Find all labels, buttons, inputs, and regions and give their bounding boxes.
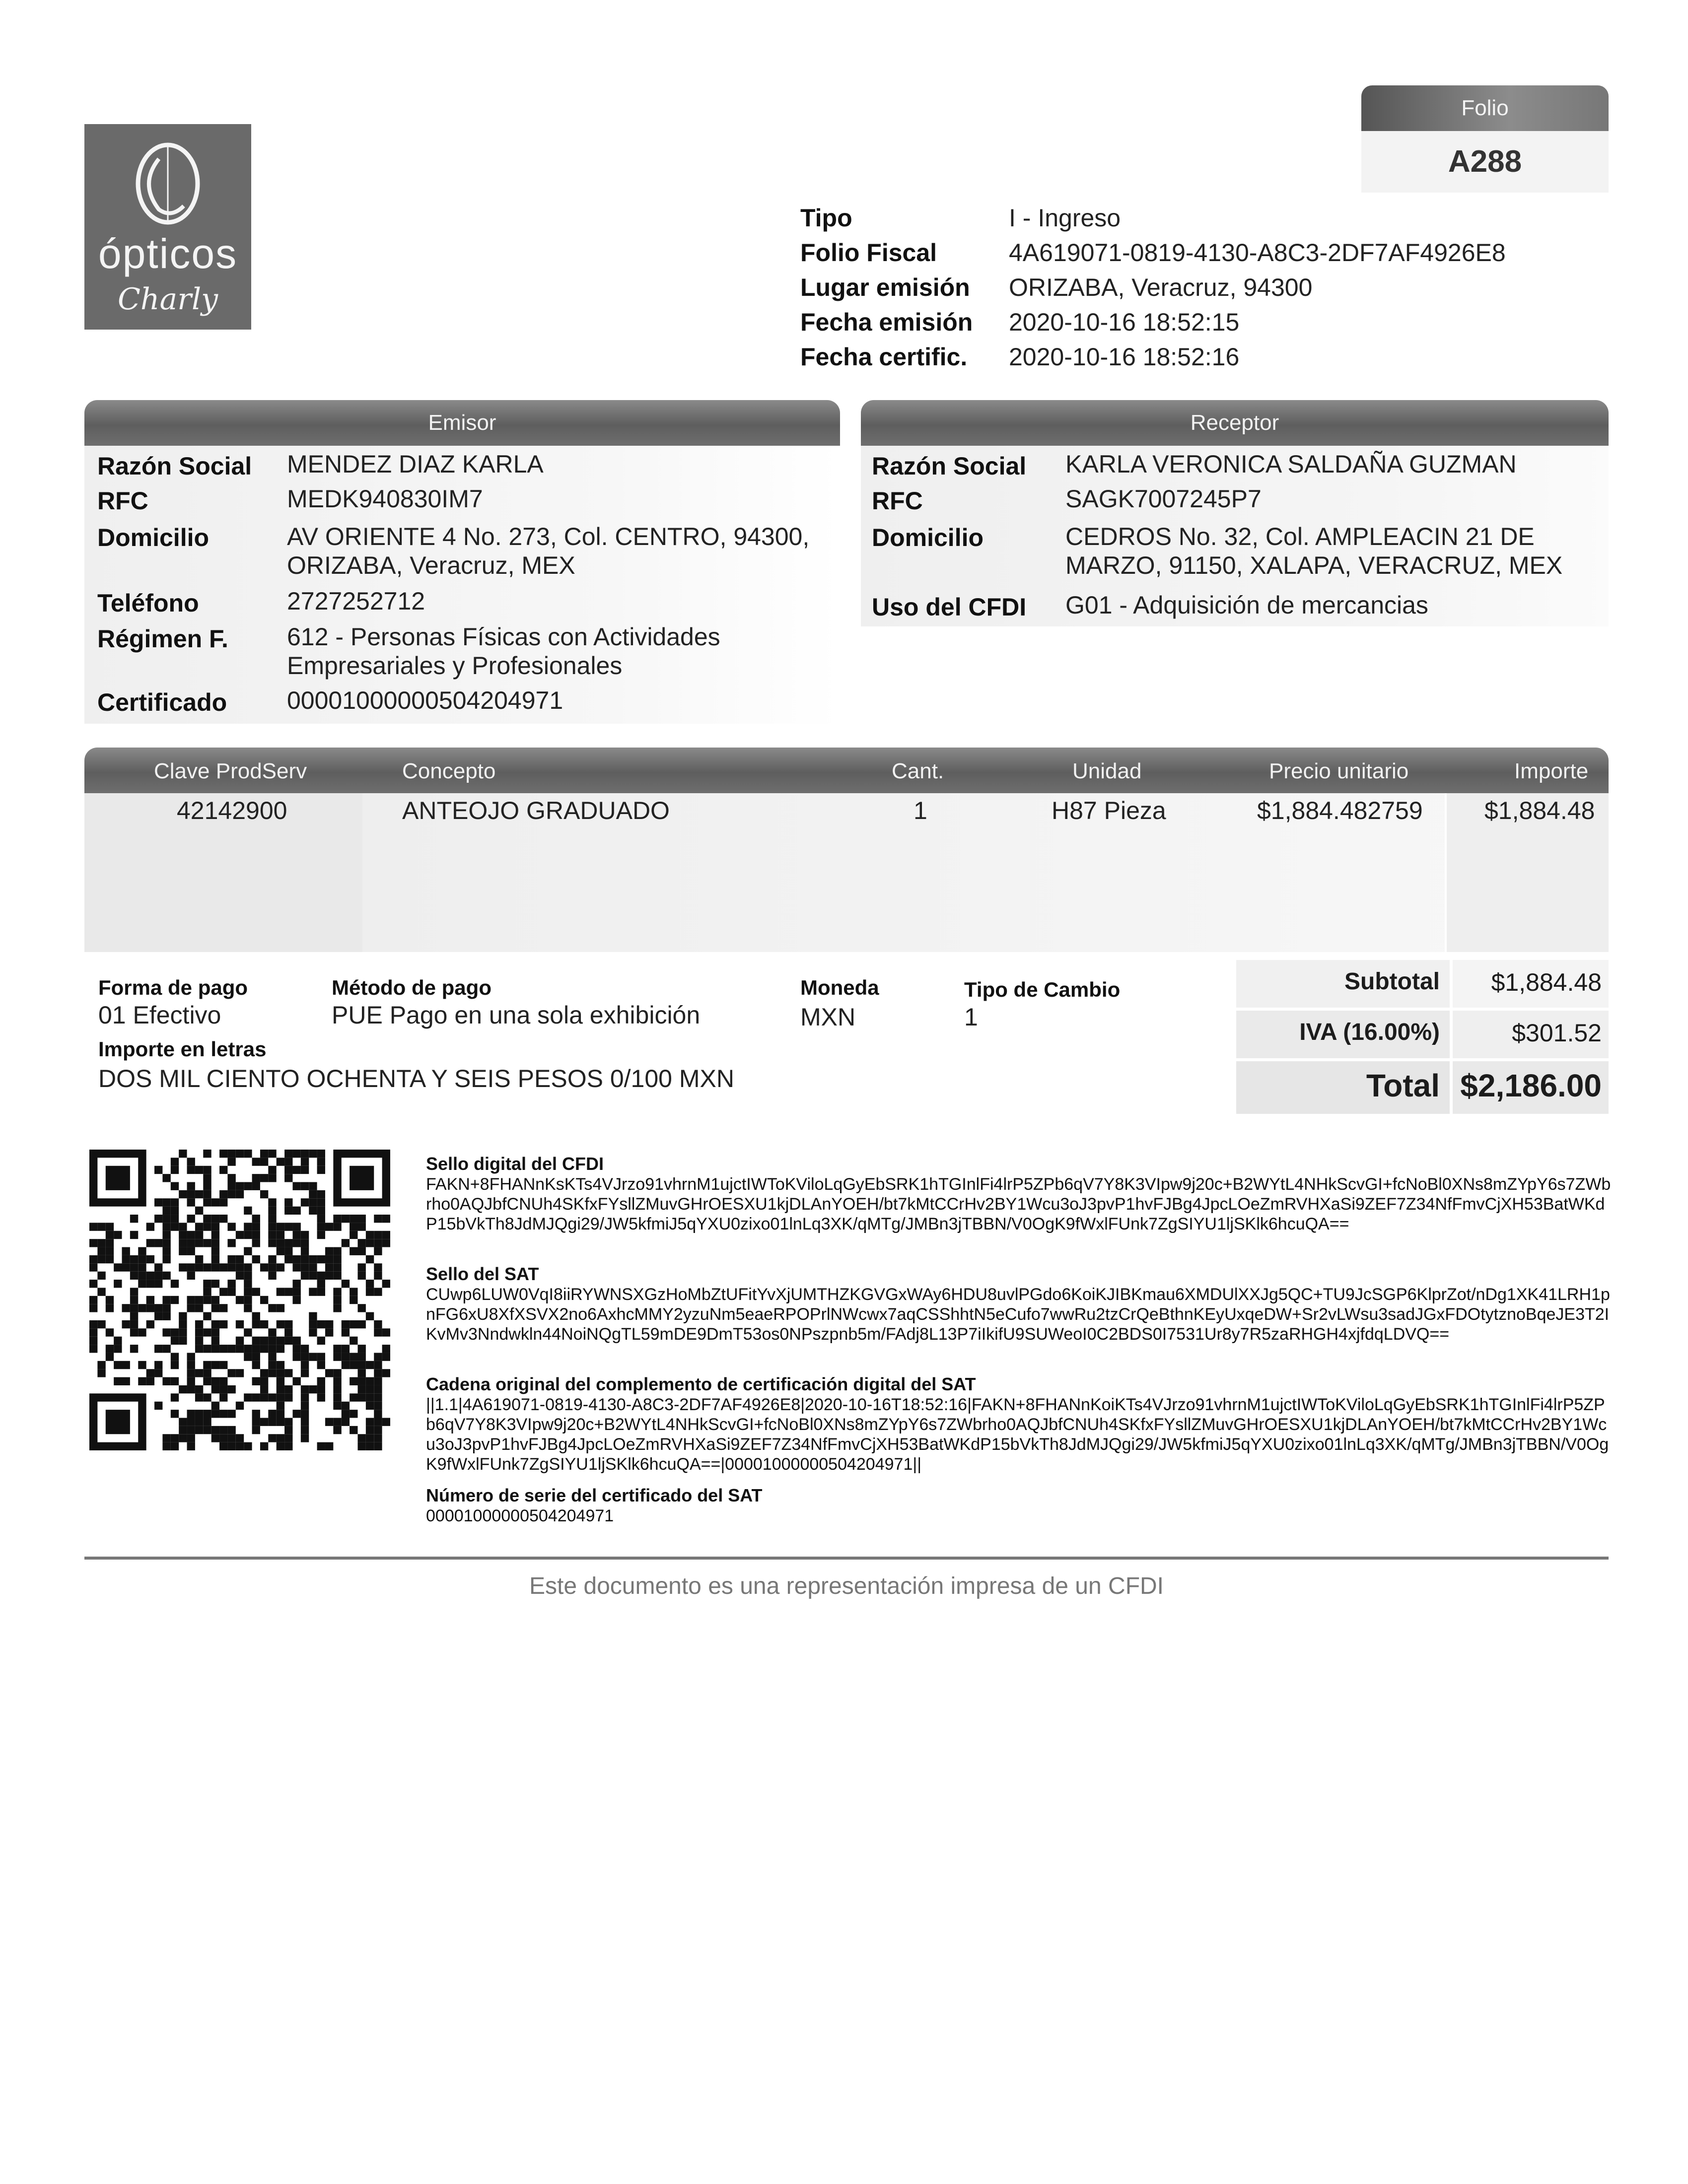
receptor-razon-label: Razón Social xyxy=(872,452,1027,480)
cadena-label: Cadena original del complemento de certificación digital del SAT xyxy=(426,1374,976,1394)
items-table-header xyxy=(84,748,1609,793)
sello-sat-value: CUwp6LUW0VqI8iiRYWNSXGzHoMbZtUFitYvXjUMTHZKGVGxWAy6HDU8uvlPGdo6KoiKJIBKmau6XMDUlXXJg5QC+TU9JcSGP6KlprZot/nDg1XK41LRH1pnFG6xU8XfXSVX2no6AxhcMMY2yzuNm5eaeRPOPrlNWcwx7aqCSShhtN5eCufo7wwRu2tzCrQeBthnKEyUxqeDW+Sr2vLWsu3sadJGxFDOtytznoBqeJE3T2IKvMv3Nndwkln44NoiNQgTL59mDE9DmT53os0NPszpnb5m/FAdj8L13P7iIkifU9SUWeoI0C2BDS0I7531Ur8y7R5zaRHGH4xjfdqLDVQ== xyxy=(426,1285,1610,1344)
lugar-emision-label: Lugar emisión xyxy=(800,273,970,301)
importe-letras-value: DOS MIL CIENTO OCHENTA Y SEIS PESOS 0/100 MXN xyxy=(98,1065,734,1092)
folio-fiscal-label: Folio Fiscal xyxy=(800,239,937,267)
emisor-razon-label: Razón Social xyxy=(97,452,252,480)
emisor-razon-value: MENDEZ DIAZ KARLA xyxy=(287,450,544,478)
forma-pago-label: Forma de pago xyxy=(98,976,248,999)
emisor-regimen-value: 612 - Personas Físicas con Actividades Empresariales y Profesionales xyxy=(287,623,720,680)
fecha-emision-label: Fecha emisión xyxy=(800,308,973,336)
folio-value: A288 xyxy=(1361,131,1609,193)
sello-cfdi-value: FAKN+8FHANnKsKTs4VJrzo91vhrnM1ujctIWToKViloLqGyEbSRK1hTGInlFi4lrP5ZPb6qV7Y8K3VIpw9j20c+B2WYtL4NHkScvGI+fcNoBl0XNs8mZYpY6s7ZWbrho0AQJbfCNUh4SKfxFYsllZMuvGHrOESXU1kjDLAnYOEH/bt7kMtCCrHv2BY1Wcu3oJ3pvP1hvFJBg4JpcLOeZmRVHXaSi9ZEF7Z34NfFmvCjXH53BatWKdP15bVkTh8JdMJQgi29/JW5kfmiJ5qYXU0zixo01lnLq3XK/qMTg/JMBn3jTBBN/V0OgK9fWxlFUnk7ZgSIYU1ljSKlk6hcuQA== xyxy=(426,1175,1611,1233)
moneda-label: Moneda xyxy=(800,976,879,999)
folio-fiscal-value: 4A619071-0819-4130-A8C3-2DF7AF4926E8 xyxy=(1009,239,1506,267)
col-cant-header: Cant. xyxy=(892,759,944,783)
receptor-uso-value: G01 - Adquisición de mercancias xyxy=(1065,591,1428,619)
total-value: $2,186.00 xyxy=(1460,1068,1602,1103)
metodo-pago-value: PUE Pago en una sola exhibición xyxy=(332,1001,701,1029)
item-concepto: ANTEOJO GRADUADO xyxy=(402,797,670,824)
subtotal-label: Subtotal xyxy=(1344,968,1440,995)
receptor-rfc-label: RFC xyxy=(872,487,923,515)
fecha-certificacion-label: Fecha certific. xyxy=(800,343,968,371)
emisor-telefono-label: Teléfono xyxy=(97,589,199,617)
col-precio-header: Precio unitario xyxy=(1269,759,1409,783)
item-clave: 42142900 xyxy=(177,797,287,824)
emisor-header: Emisor xyxy=(84,400,840,446)
emisor-telefono-value: 2727252712 xyxy=(287,587,425,615)
qr-code xyxy=(89,1150,390,1450)
company-logo xyxy=(84,124,251,330)
subtotal-value: $1,884.48 xyxy=(1491,968,1602,996)
sello-sat-label: Sello del SAT xyxy=(426,1264,539,1284)
tipo-cambio-label: Tipo de Cambio xyxy=(964,978,1121,1001)
tipo-cambio-value: 1 xyxy=(964,1003,978,1031)
emisor-rfc-label: RFC xyxy=(97,487,148,515)
tipo-label: Tipo xyxy=(800,204,852,232)
item-precio: $1,884.482759 xyxy=(1257,797,1423,824)
forma-pago-value: 01 Efectivo xyxy=(98,1001,221,1029)
folio-label: Folio xyxy=(1361,85,1609,131)
receptor-rfc-value: SAGK7007245P7 xyxy=(1065,485,1262,513)
emisor-certificado-value: 00001000000504204971 xyxy=(287,686,563,714)
emisor-rfc-value: MEDK940830IM7 xyxy=(287,485,483,513)
col-importe-header: Importe xyxy=(1514,759,1589,783)
item-importe: $1,884.48 xyxy=(1484,797,1595,824)
col-unidad-header: Unidad xyxy=(1072,759,1142,783)
receptor-razon-value: KARLA VERONICA SALDAÑA GUZMAN xyxy=(1065,450,1517,478)
serie-sat-value: 00001000000504204971 xyxy=(426,1506,614,1525)
qr-code-icon xyxy=(89,1150,390,1450)
receptor-domicilio-label: Domicilio xyxy=(872,524,984,551)
total-label: Total xyxy=(1366,1068,1440,1103)
folio-box xyxy=(1361,85,1609,193)
footer-divider xyxy=(84,1557,1609,1560)
fecha-emision-value: 2020-10-16 18:52:15 xyxy=(1009,308,1240,336)
fecha-certificacion-value: 2020-10-16 18:52:16 xyxy=(1009,343,1240,371)
iva-value: $301.52 xyxy=(1512,1019,1602,1047)
tipo-value: I - Ingreso xyxy=(1009,204,1121,232)
sello-cfdi-label: Sello digital del CFDI xyxy=(426,1154,604,1174)
emisor-regimen-label: Régimen F. xyxy=(97,625,228,653)
item-unidad: H87 Pieza xyxy=(1052,797,1166,824)
serie-sat-label: Número de serie del certificado del SAT xyxy=(426,1485,763,1505)
footer-text: Este documento es una representación impresa de un CFDI xyxy=(529,1573,1164,1599)
logo-signature-text: Charly xyxy=(117,282,218,317)
emisor-certificado-label: Certificado xyxy=(97,688,227,716)
iva-label: IVA (16.00%) xyxy=(1299,1019,1440,1045)
emisor-domicilio-value: AV ORIENTE 4 No. 273, Col. CENTRO, 94300, ORIZABA, Veracruz, MEX xyxy=(287,523,810,579)
item-cant: 1 xyxy=(914,797,927,824)
moneda-value: MXN xyxy=(800,1003,856,1031)
receptor-header: Receptor xyxy=(861,400,1609,446)
metodo-pago-label: Método de pago xyxy=(332,976,492,999)
receptor-domicilio-value: CEDROS No. 32, Col. AMPLEACIN 21 DE MARZO, 91150, XALAPA, VERACRUZ, MEX xyxy=(1065,523,1563,579)
receptor-uso-label: Uso del CFDI xyxy=(872,593,1027,621)
lugar-emision-value: ORIZABA, Veracruz, 94300 xyxy=(1009,273,1313,301)
col-clave-header: Clave ProdServ xyxy=(154,759,307,783)
importe-letras-label: Importe en letras xyxy=(98,1037,267,1061)
col-concepto-header: Concepto xyxy=(402,759,496,783)
logo-brand-text: ópticos xyxy=(98,230,238,277)
cadena-value: ||1.1|4A619071-0819-4130-A8C3-2DF7AF4926E8|2020-10-16T18:52:16|FAKN+8FHANnKoiKTs4VJrzo91vhrnM1ujctIWToKViloLqGyEbSRK1hTGInlFi4lrP5ZPb6qV7Y8K3VIpw9j20c+B2WYtL4NHkScvGI+fcNoBl0XNs8mZYpY6s7ZWbrho0AQJbfCNUh4SKfxFYsllZMuvGHrOESXU1kjDLAnYOEH/bt7kMtCCrHv2BY1Wcu3oJ3pvP1hvFJBg4JpcLOeZmRVHXaSi9ZEF7Z34NfFmvCjXH53BatWKdP15bVkTh8JdMJQgi29/JW5kfmiJ5qYXU0zixo01lnLq3XK/qMTg/JMBn3jTBBN/V0OgK9fWxlFUnk7ZgSIYU1ljSKlk6hcuQA==|00001000000504204971|| xyxy=(426,1395,1609,1474)
emisor-domicilio-label: Domicilio xyxy=(97,524,210,551)
